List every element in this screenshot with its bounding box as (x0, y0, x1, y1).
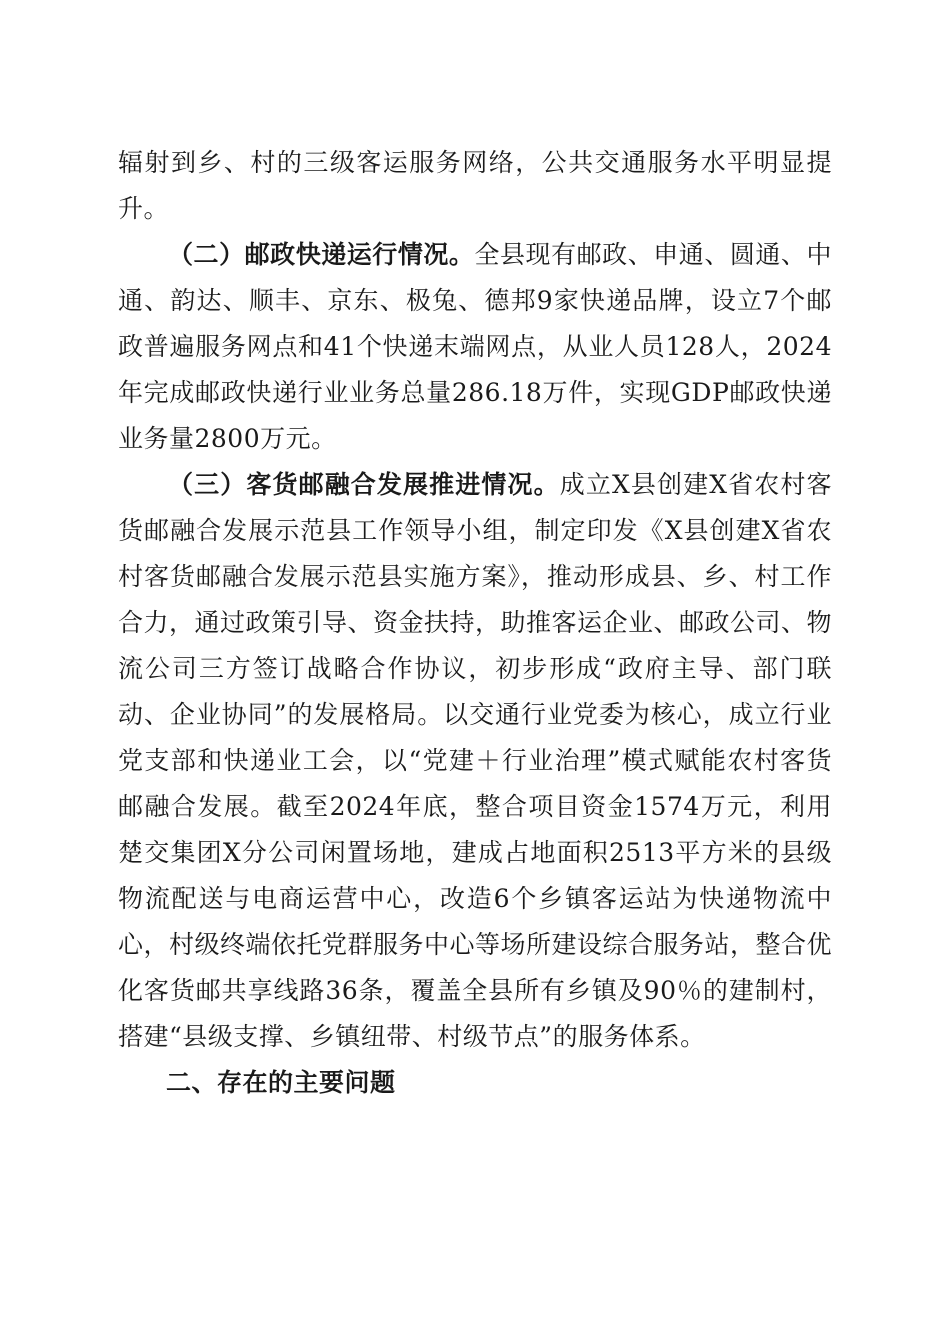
paragraph-text: 辐射到乡、村的三级客运服务网络，公共交通服务水平明显提升。 (118, 148, 832, 223)
document-page (118, 140, 832, 1106)
section-heading: 二、存在的主要问题 (166, 1068, 396, 1097)
paragraph-postal-express (118, 232, 832, 462)
paragraph-integration-progress (118, 462, 832, 1060)
paragraph-network-summary (118, 140, 832, 232)
paragraph-text: 全县现有邮政、申通、圆通、中通、韵达、顺丰、京东、极兔、德邦9家快递品牌，设立7个邮政普遍服务网点和41个快递末端网点，从业人员128人，2024年完成邮政快递行业业务总量286.18万件，实现GDP邮政快递业务量2800万元。 (118, 240, 832, 453)
paragraph-text: 成立X县创建X省农村客货邮融合发展示范县工作领导小组，制定印发《X县创建X省农村客货邮融合发展示范县实施方案》，推动形成县、乡、村工作合力，通过政策引导、资金扶持，助推客运企业、邮政公司、物流公司三方签订战略合作协议，初步形成“政府主导、部门联动、企业协同”的发展格局。以交通行业党委为核心，成立行业党支部和快递业工会，以“党建＋行业治理”模式赋能农村客货邮融合发展。截至2024年底，整合项目资金1574万元，利用楚交集团X分公司闲置场地，建成占地面积2513平方米的县级物流配送与电商运营中心，改造6个乡镇客运站为快递物流中心，村级终端依托党群服务中心等场所建设综合服务站，整合优化客货邮共享线路36条，覆盖全县所有乡镇及90％的建制村，搭建“县级支撑、乡镇纽带、村级节点”的服务体系。 (118, 470, 833, 1051)
paragraph-lead-heading: （二）邮政快递运行情况。 (168, 240, 475, 269)
paragraph-lead-heading: （三）客货邮融合发展推进情况。 (168, 470, 560, 499)
